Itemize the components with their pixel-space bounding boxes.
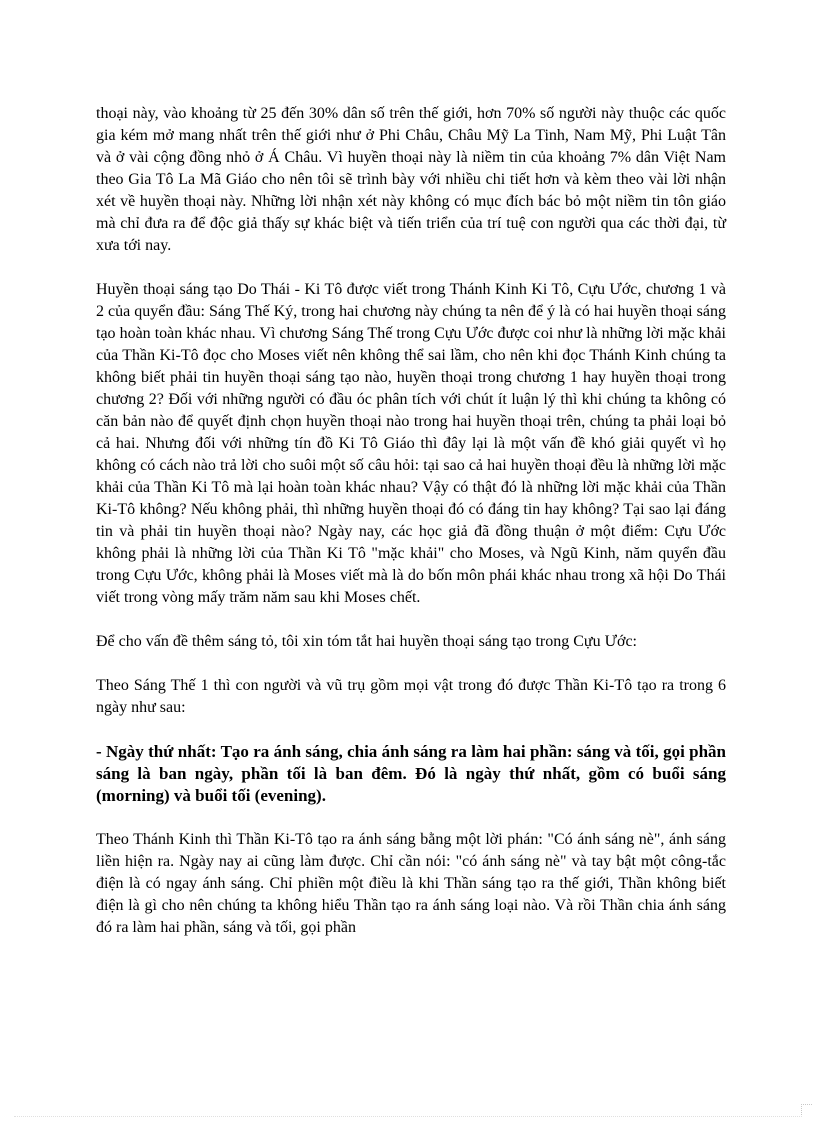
paragraph-light-commentary: Theo Thánh Kinh thì Thần Ki-Tô tạo ra ánh sáng bằng một lời phán: "Có ánh sáng nè", ánh sáng liền hiện ra. Ngày nay ai cũng làm được. Chỉ cần nói: "có ánh sáng nè" và tay bật một công-tắc điện là có ngay ánh sáng. Chỉ phiền một điều là khi Thần sáng tạo ra thế giới, Thần không biết điện là gì cho nên chúng ta không hiểu Thần tạo ra ánh sáng loại nào. Và rồi Thần chia ánh sáng đó ra làm hai phần, sáng và tối, gọi phần (96, 831, 726, 936)
paragraph-genesis-one-intro: Theo Sáng Thế 1 thì con người và vũ trụ gồm mọi vật trong đó được Thần Ki-Tô tạo ra trong 6 ngày như sau: (96, 677, 726, 716)
document-page (96, 103, 726, 939)
paragraph-day-one: - Ngày thứ nhất: Tạo ra ánh sáng, chia ánh sáng ra làm hai phần: sáng và tối, gọi phần sáng là ban ngày, phần tối là ban đêm. Đó là ngày thứ nhất, gồm có buổi sáng (morning) và buổi tối (evening). (96, 742, 726, 805)
page-corner-mark (801, 1104, 812, 1115)
page-bottom-divider (14, 1116, 802, 1117)
paragraph-summary-intro: Để cho vấn đề thêm sáng tỏ, tôi xin tóm tắt hai huyền thoại sáng tạo trong Cựu Ước: (96, 633, 637, 650)
paragraph-population-intro: thoại này, vào khoảng từ 25 đến 30% dân số trên thế giới, hơn 70% số người này thuộc các quốc gia kém mở mang nhất trên thế giới như ở Phi Châu, Châu Mỹ La Tinh, Nam Mỹ, Phi Luật Tân và ở vài cộng đồng nhỏ ở Á Châu. Vì huyền thoại này là niềm tin của khoảng 7% dân Việt Nam theo Gia Tô La Mã Giáo cho nên tôi sẽ trình bày với nhiều chi tiết hơn và kèm theo vài lời nhận xét về huyền thoại này. Những lời nhận xét này không có mục đích bác bỏ một niềm tin tôn giáo mà chỉ đưa ra để độc giả thấy sự khác biệt và tiến triển của trí tuệ con người qua các thời đại, từ xưa tới nay. (96, 105, 726, 254)
paragraph-genesis-two-myths: Huyền thoại sáng tạo Do Thái - Ki Tô được viết trong Thánh Kinh Ki Tô, Cựu Ước, chương 1 và 2 của quyển đầu: Sáng Thế Ký, trong hai chương này chúng ta nên để ý là có hai huyền thoại sáng tạo hoàn toàn khác nhau. Vì chương Sáng Thế trong Cựu Ước được coi như là những lời mặc khải của Thần Ki-Tô đọc cho Moses viết nên không thể sai lầm, cho nên khi đọc Thánh Kinh chúng ta không biết phải tin huyền thoại sáng tạo nào, huyền thoại trong chương 1 hay huyền thoại trong chương 2? Đối với những người có đầu óc phân tích với chút ít luận lý thì khi chúng ta không có căn bản nào để quyết định chọn huyền thoại nào trong hai huyền thoại trên, chúng ta phải loại bỏ cả hai. Nhưng đối với những tín đồ Ki Tô Giáo thì đây lại là một vấn đề khó giải quyết vì họ không có cách nào trả lời cho suôi một số câu hỏi: tại sao cả hai huyền thoại đều là những lời mặc khải của Thần Ki Tô mà lại hoàn toàn khác nhau? Vậy có thật đó là những lời mặc khải của Thần Ki-Tô không? Nếu không phải, thì những huyền thoại đó có đáng tin hay không? Tại sao lại đáng tin và phải tin huyền thoại nào? Ngày nay, các học giả đã đồng thuận ở một điểm: Cựu Ước không phải là những lời của Thần Ki Tô "mặc khải" cho Moses, và Ngũ Kinh, năm quyển đầu trong Cựu Ước, không phải là Moses viết mà là do bốn môn phái khác nhau trong xã hội Do Thái viết trong vòng mấy trăm năm sau khi Moses chết. (96, 281, 726, 606)
